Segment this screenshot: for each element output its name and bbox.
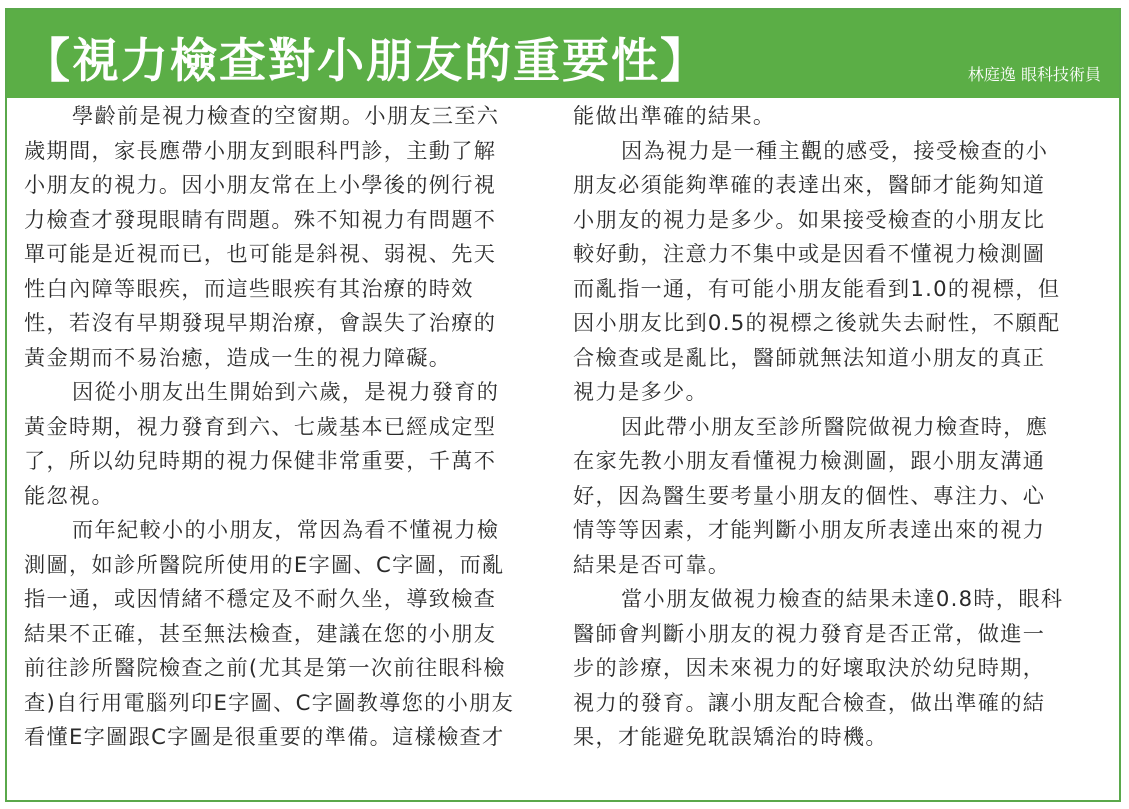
paragraph-line: 單可能是近視而已，也可能是斜視、弱視、先天: [24, 241, 497, 266]
paragraph-line: 結果是否可靠。: [573, 551, 731, 577]
paragraph-line: 看懂E字圖跟C字圖是很重要的準備。這樣檢查才: [24, 724, 505, 749]
paragraph-line: 因從小朋友出生開始到六歲，是視力發育的: [72, 379, 500, 404]
paragraph-line: 因此帶小朋友至診所醫院做視力檢查時，應: [621, 413, 1049, 439]
paragraph-line: 小朋友的視力。因小朋友常在上小學後的例行視: [24, 172, 497, 197]
paragraph-line: 黃金時期，視力發育到六、七歲基本已經成定型: [24, 413, 497, 439]
paragraph-line: 情等等因素，才能判斷小朋友所表達出來的視力: [573, 517, 1046, 542]
article-title: 【視力檢查對小朋友的重要性】: [23, 34, 709, 89]
title-banner: [7, 10, 1119, 98]
paragraph-line: 而亂指一通，有可能小朋友能看到1.0的視標，但: [573, 275, 1061, 301]
paragraph-line: 能忽視。: [24, 482, 114, 508]
article-column-left: [24, 99, 556, 755]
author-byline: 林庭逸 眼科技術員: [967, 65, 1101, 84]
paragraph-line: 了，所以幼兒時期的視力保健非常重要，千萬不: [24, 448, 497, 473]
paragraph-line: 因為視力是一種主觀的感受，接受檢查的小: [621, 137, 1049, 163]
paragraph-line: 查)自行用電腦列印E字圖、C字圖教導您的小朋友: [24, 689, 515, 715]
paragraph-line: 在家先教小朋友看懂視力檢測圖，跟小朋友溝通: [573, 448, 1046, 473]
paragraph-line: 前往診所醫院檢查之前(尤其是第一次前往眼科檢: [24, 655, 506, 680]
paragraph-line: 醫師會判斷小朋友的視力發育是否正常，做進一: [573, 620, 1046, 646]
paragraph-line: 性，若沒有早期發現早期治療，會誤失了治療的: [24, 310, 497, 335]
paragraph-line: 性白內障等眼疾，而這些眼疾有其治療的時效: [24, 275, 474, 301]
paragraph-line: 學齡前是視力檢查的空窗期。小朋友三至六: [72, 103, 500, 128]
paragraph-line: 能做出準確的結果。: [573, 103, 776, 128]
paragraph-line: 朋友必須能夠準確的表達出來，醫師才能夠知道: [573, 172, 1046, 197]
paragraph-line: 歲期間，家長應帶小朋友到眼科門診，主動了解: [24, 137, 497, 163]
paragraph-line: 較好動，注意力不集中或是因看不懂視力檢測圖: [573, 241, 1046, 266]
paragraph-line: 力檢查才發現眼睛有問題。殊不知視力有問題不: [24, 206, 497, 232]
paragraph-line: 當小朋友做視力檢查的結果未達0.8時，眼科: [621, 586, 1064, 611]
paragraph-line: 小朋友的視力是多少。如果接受檢查的小朋友比: [573, 206, 1046, 232]
paragraph-line: 因小朋友比到0.5的視標之後就失去耐性，不願配: [573, 310, 1061, 335]
paragraph-line: 果，才能避免耽誤矯治的時機。: [573, 724, 888, 749]
paragraph-line: 黃金期而不易治癒，造成一生的視力障礙。: [24, 344, 452, 370]
paragraph-line: 視力是多少。: [573, 379, 708, 404]
paragraph-line: 步的診療，因未來視力的好壞取決於幼兒時期，: [573, 655, 1046, 680]
paragraph-line: 視力的發育。讓小朋友配合檢查，做出準確的結: [573, 689, 1046, 715]
paragraph-line: 好，因為醫生要考量小朋友的個性、專注力、心: [573, 482, 1046, 508]
paragraph-line: 測圖，如診所醫院所使用的E字圖、C字圖，而亂: [24, 551, 505, 577]
paragraph-line: 合檢查或是亂比，醫師就無法知道小朋友的真正: [573, 344, 1046, 370]
article-column-right: [573, 99, 1105, 755]
paragraph-line: 而年紀較小的小朋友，常因為看不懂視力檢: [72, 517, 500, 542]
paragraph-line: 結果不正確，甚至無法檢查，建議在您的小朋友: [24, 620, 497, 646]
paragraph-line: 指一通，或因情緒不穩定及不耐久坐，導致檢查: [24, 586, 497, 611]
